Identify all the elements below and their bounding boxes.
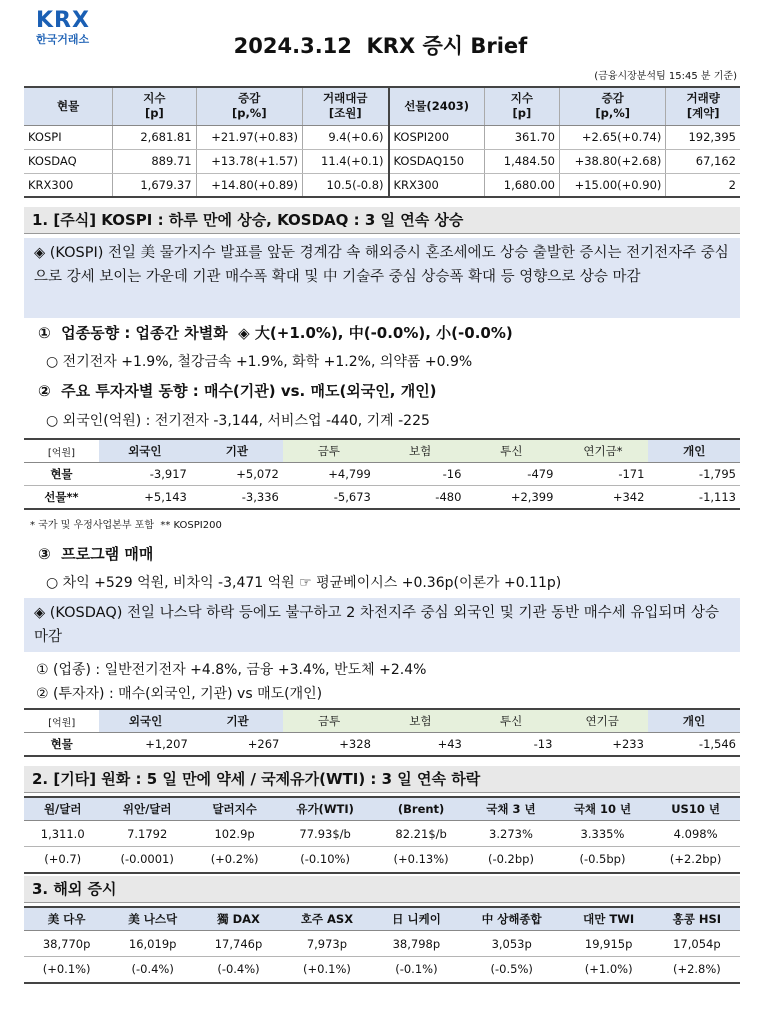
global-cell: (-0.4%) [196, 957, 281, 983]
summary-head-cell: 거래량 [계약] [666, 87, 740, 125]
inv-head: [억원] [24, 439, 99, 463]
global-values-row [24, 931, 740, 957]
summary-head-cell: 선물(2403) [389, 87, 485, 125]
global-head: 中 상해종합 [460, 907, 564, 931]
logo-mark: KRX [36, 8, 90, 33]
global-cell: (+0.1%) [24, 957, 109, 983]
logo-name: 한국거래소 [36, 33, 90, 46]
section-1-title: 1. [주식] KOSPI : 하루 만에 상승, KOSDAQ : 3 일 연속 상승 [24, 207, 740, 234]
fx-head: US10 년 [651, 797, 740, 821]
fx-cell: (+0.13%) [374, 847, 468, 873]
kq-head: 금투 [283, 709, 375, 733]
kq-cell: +43 [375, 733, 466, 757]
global-head: 美 나스닥 [109, 907, 196, 931]
inv-head: 외국인 [99, 439, 191, 463]
kq-head: 외국인 [99, 709, 191, 733]
inv-cell: -16 [375, 463, 466, 486]
fx-changes-row [24, 847, 740, 873]
summary-cell: 889.71 [113, 149, 196, 173]
global-changes-row [24, 957, 740, 983]
inv-cell: +2,399 [465, 486, 557, 510]
kq-cell: -13 [466, 733, 557, 757]
inv-head: 보험 [375, 439, 466, 463]
inv-head: 개인 [648, 439, 740, 463]
inv-cell: +342 [557, 486, 648, 510]
global-cell: 7,973p [281, 931, 373, 957]
item2-line: ○ 외국인(억원) : 전기전자 -3,144, 서비스업 -440, 기계 -225 [46, 413, 430, 429]
summary-header [24, 87, 740, 125]
fx-values-row [24, 821, 740, 847]
fx-head: 위안/달러 [101, 797, 193, 821]
summary-cell: 192,395 [666, 125, 740, 149]
fx-cell: (+0.7) [24, 847, 101, 873]
summary-head-cell: 증감 [p,%] [196, 87, 302, 125]
fx-cell: 3.273% [468, 821, 554, 847]
summary-cell: +15.00(+0.90) [559, 173, 665, 197]
inv-row [24, 486, 740, 510]
investor-table [24, 438, 740, 510]
fx-cell: (-0.0001) [101, 847, 193, 873]
summary-cell: 67,162 [666, 149, 740, 173]
kq-head: 개인 [648, 709, 740, 733]
summary-cell: KOSPI [24, 125, 113, 149]
fx-cell: 4.098% [651, 821, 740, 847]
fx-cell: 1,311.0 [24, 821, 101, 847]
inv-head: 기관 [191, 439, 283, 463]
summary-row [24, 173, 740, 197]
kosdaq-line-2: ② (투자자) : 매수(외국인, 기관) vs 매도(개인) [36, 686, 323, 702]
summary-cell: KOSPI200 [389, 125, 485, 149]
fx-cell: (-0.2bp) [468, 847, 554, 873]
global-head: 日 니케이 [373, 907, 460, 931]
global-cell: (-0.1%) [373, 957, 460, 983]
kq-head: 투신 [466, 709, 557, 733]
inv-cell: +5,143 [99, 486, 191, 510]
global-cell: (+1.0%) [564, 957, 654, 983]
global-head: 대만 TWI [564, 907, 654, 931]
summary-cell: +38.80(+2.68) [559, 149, 665, 173]
summary-head-cell: 현물 [24, 87, 113, 125]
kosdaq-investor-table [24, 708, 740, 757]
kospi-summary-box: ◈ (KOSPI) 전일 美 물가지수 발표를 앞둔 경계감 속 해외증시 혼조세에도 상승 출발한 증시는 전기전자주 중심으로 강세 보이는 가운데 기관 매수폭 확대 및 中 기술주 중심 상승폭 확대 등 영향으로 상승 마감 [24, 238, 740, 318]
kq-head: 보험 [375, 709, 466, 733]
fx-head: 유가(WTI) [276, 797, 374, 821]
kq-cell: +328 [283, 733, 375, 757]
item3-line: ○ 차익 +529 억원, 비차익 -3,471 억원 ☞ 평균베이시스 +0.36p(이론가 +0.11p) [46, 575, 562, 591]
global-cell: 17,054p [654, 931, 740, 957]
global-head: 獨 DAX [196, 907, 281, 931]
section-2-title: 2. [기타] 원화 : 5 일 만에 약세 / 국제유가(WTI) : 3 일 연속 하락 [24, 766, 740, 793]
kq-cell: +267 [192, 733, 284, 757]
summary-cell: KRX300 [24, 173, 113, 197]
global-cell: (-0.5%) [460, 957, 564, 983]
fx-cell: (+0.2%) [193, 847, 276, 873]
fx-head: (Brent) [374, 797, 468, 821]
inv-cell: -5,673 [283, 486, 375, 510]
fx-cell: (-0.10%) [276, 847, 374, 873]
inv-cell: -171 [557, 463, 648, 486]
kq-head: 기관 [192, 709, 284, 733]
item3-title: ③ 프로그램 매매 [38, 545, 154, 563]
fx-head: 달러지수 [193, 797, 276, 821]
fx-head: 국채 3 년 [468, 797, 554, 821]
fx-cell: 82.21$/b [374, 821, 468, 847]
kq-cell: +233 [556, 733, 648, 757]
fx-cell: 102.9p [193, 821, 276, 847]
fx-cell: (-0.5bp) [554, 847, 651, 873]
inv-cell: 현물 [24, 463, 99, 486]
global-cell: 38,798p [373, 931, 460, 957]
global-cell: (+0.1%) [281, 957, 373, 983]
global-cell: 38,770p [24, 931, 109, 957]
global-head: 홍콩 HSI [654, 907, 740, 931]
global-cell: 19,915p [564, 931, 654, 957]
global-cell: (+2.8%) [654, 957, 740, 983]
summary-cell: +2.65(+0.74) [559, 125, 665, 149]
fx-cell: 3.335% [554, 821, 651, 847]
item1-line: ○ 전기전자 +1.9%, 철강금속 +1.9%, 화학 +1.2%, 의약품 +0.9% [46, 354, 473, 370]
inv-cell: -1,113 [648, 486, 740, 510]
summary-cell: 1,679.37 [113, 173, 196, 197]
summary-cell: KOSDAQ [24, 149, 113, 173]
inv-cell: 선물** [24, 486, 99, 510]
fx-table [24, 796, 740, 874]
time-note: (금융시장분석팀 15:45 분 기준) [594, 71, 737, 82]
inv-cell: +4,799 [283, 463, 375, 486]
summary-head-cell: 거래대금 [조원] [302, 87, 388, 125]
kq-head: [억원] [24, 709, 99, 733]
summary-head-cell: 증감 [p,%] [559, 87, 665, 125]
investor-note: * 국가 및 우정사업본부 포함 ** KOSPI200 [30, 520, 222, 531]
inv-cell: -1,795 [648, 463, 740, 486]
summary-row [24, 149, 740, 173]
summary-cell: 2,681.81 [113, 125, 196, 149]
summary-cell: 2 [728, 177, 736, 192]
summary-cell: KOSDAQ150 [389, 149, 485, 173]
kq-row [24, 733, 740, 757]
kq-cell: -1,546 [648, 733, 740, 757]
kosdaq-summary-box: ◈ (KOSDAQ) 전일 나스닥 하락 등에도 불구하고 2 차전지주 중심 외국인 및 기관 동반 매수세 유입되며 상승 마감 [24, 598, 740, 652]
summary-head-cell: 지수 [p] [113, 87, 196, 125]
page-title: 2024.3.12 KRX 증시 Brief [233, 34, 528, 58]
inv-cell: +5,072 [191, 463, 283, 486]
fx-cell: (+2.2bp) [651, 847, 740, 873]
summary-cell: KRX300 [389, 173, 485, 197]
global-head: 호주 ASX [281, 907, 373, 931]
fx-head: 국채 10 년 [554, 797, 651, 821]
inv-cell: -3,336 [191, 486, 283, 510]
inv-head: 연기금* [557, 439, 648, 463]
inv-row [24, 463, 740, 486]
kq-cell: +1,207 [99, 733, 191, 757]
summary-cell: +14.80(+0.89) [196, 173, 302, 197]
summary-cell: 361.70 [484, 125, 559, 149]
summary-cell: 11.4(+0.1) [302, 149, 388, 173]
item1-title: ① 업종동향 : 업종간 차별화 ◈ 大(+1.0%), 中(-0.0%), 小(-0.0%) [38, 324, 513, 342]
kq-head: 연기금 [556, 709, 648, 733]
global-cell: 17,746p [196, 931, 281, 957]
summary-row [24, 125, 740, 149]
fx-cell: 77.93$/b [276, 821, 374, 847]
inv-head: 금투 [283, 439, 375, 463]
inv-cell: -479 [465, 463, 557, 486]
item2-title: ② 주요 투자자별 동향 : 매수(기관) vs. 매도(외국인, 개인) [38, 382, 437, 400]
inv-cell: -480 [375, 486, 466, 510]
fx-head: 원/달러 [24, 797, 101, 821]
global-cell: 3,053p [460, 931, 564, 957]
summary-cell: 1,680.00 [484, 173, 559, 197]
global-cell: (-0.4%) [109, 957, 196, 983]
summary-cell: 9.4(+0.6) [302, 125, 388, 149]
kq-cell: 현물 [24, 733, 99, 757]
global-head: 美 다우 [24, 907, 109, 931]
summary-cell: 1,484.50 [484, 149, 559, 173]
inv-cell: -3,917 [99, 463, 191, 486]
summary-head-cell: 지수 [p] [484, 87, 559, 125]
summary-table [24, 86, 740, 198]
summary-cell: +13.78(+1.57) [196, 149, 302, 173]
kosdaq-line-1: ① (업종) : 일반전기전자 +4.8%, 금융 +3.4%, 반도체 +2.4% [36, 662, 427, 678]
global-cell: 16,019p [109, 931, 196, 957]
summary-cell: 10.5(-0.8) [302, 173, 388, 197]
global-index-table [24, 906, 740, 984]
summary-cell: +21.97(+0.83) [196, 125, 302, 149]
section-3-title: 3. 해외 증시 [24, 876, 740, 903]
inv-head: 투신 [465, 439, 557, 463]
fx-cell: 7.1792 [101, 821, 193, 847]
